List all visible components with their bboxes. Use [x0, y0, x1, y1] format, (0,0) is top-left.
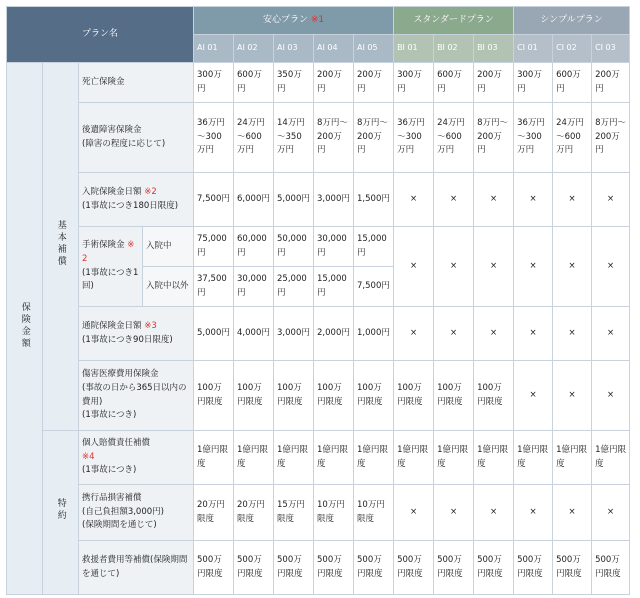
value-cell: 200万円 [474, 63, 514, 103]
value-cell: 1億円限度 [314, 431, 354, 485]
plan-code: CI 03 [592, 35, 630, 63]
value-cell: 10万円限度 [314, 485, 354, 541]
not-covered-cell: × [514, 361, 553, 431]
value-cell: 500万円限度 [514, 541, 553, 595]
not-covered-cell: × [394, 307, 434, 361]
value-cell: 60,000円 [234, 227, 274, 267]
value-cell: 3,000円 [274, 307, 314, 361]
value-cell: 500万円限度 [474, 541, 514, 595]
plan-code: AI 03 [274, 35, 314, 63]
row-label-main: 携行品損害補償 [82, 493, 142, 504]
row-outpatient [7, 307, 630, 361]
category-special [43, 431, 79, 595]
row-death [7, 63, 630, 103]
value-cell: 24万円～600万円 [434, 103, 474, 173]
insurance-plan-table [6, 6, 630, 595]
row-label-note: ※4 [82, 451, 95, 462]
value-cell: 600万円 [434, 63, 474, 103]
row-label-note: ※2 [144, 186, 157, 197]
value-cell: 36万円～300万円 [394, 103, 434, 173]
row-medical [7, 361, 630, 431]
value-cell: 1億円限度 [354, 431, 394, 485]
value-cell: 8万円～200万円 [592, 103, 630, 173]
row-label: 救援者費用等補償(保険期間を通じて) [79, 541, 194, 595]
not-covered-cell: × [434, 173, 474, 227]
not-covered-cell: × [514, 227, 553, 307]
plan-code: CI 01 [514, 35, 553, 63]
value-cell: 8万円～200万円 [474, 103, 514, 173]
not-covered-cell: × [394, 227, 434, 307]
not-covered-cell: × [592, 485, 630, 541]
not-covered-cell: × [514, 307, 553, 361]
value-cell: 15万円限度 [274, 485, 314, 541]
row-label-sub: (1事故につき1回) [82, 267, 139, 292]
value-cell: 10万円限度 [354, 485, 394, 541]
value-cell: 500万円限度 [592, 541, 630, 595]
not-covered-cell: × [553, 307, 592, 361]
value-cell: 50,000円 [274, 227, 314, 267]
row-disability [7, 103, 630, 173]
plan-group-anshin-label: 安心プラン [262, 15, 308, 26]
not-covered-cell: × [434, 307, 474, 361]
value-cell: 1,000円 [354, 307, 394, 361]
row-label-main: 後遺障害保険金 [82, 124, 142, 135]
not-covered-cell: × [474, 307, 514, 361]
value-cell: 2,000円 [314, 307, 354, 361]
not-covered-cell: × [474, 227, 514, 307]
row-label [79, 227, 143, 307]
not-covered-cell: × [514, 173, 553, 227]
value-cell: 20万円限度 [234, 485, 274, 541]
value-cell: 1億円限度 [474, 431, 514, 485]
value-cell: 100万円限度 [434, 361, 474, 431]
not-covered-cell: × [434, 485, 474, 541]
value-cell: 500万円限度 [354, 541, 394, 595]
value-cell: 75,000円 [194, 227, 234, 267]
value-cell: 100万円限度 [314, 361, 354, 431]
plan-code: BI 03 [474, 35, 514, 63]
row-label-sub: (1事故につき) [82, 410, 137, 421]
row-label [79, 361, 194, 431]
not-covered-cell: × [474, 485, 514, 541]
value-cell: 1億円限度 [514, 431, 553, 485]
plan-code: CI 02 [553, 35, 592, 63]
not-covered-cell: × [394, 485, 434, 541]
sub-label-outpatient: 入院中以外 [143, 267, 194, 307]
row-belongings [7, 485, 630, 541]
value-cell: 100万円限度 [474, 361, 514, 431]
not-covered-cell: × [514, 485, 553, 541]
plan-code: AI 05 [354, 35, 394, 63]
row-label-main: 入院保険金日額 [82, 186, 142, 197]
value-cell: 36万円～300万円 [194, 103, 234, 173]
value-cell: 20万円限度 [194, 485, 234, 541]
value-cell: 1億円限度 [234, 431, 274, 485]
value-cell: 6,000円 [234, 173, 274, 227]
row-label-sub: (1事故につき180日限度) [82, 200, 179, 211]
row-label [79, 307, 194, 361]
value-cell: 8万円～200万円 [354, 103, 394, 173]
row-rescue [7, 541, 630, 595]
row-surgery-inpatient [7, 227, 630, 267]
value-cell: 100万円限度 [354, 361, 394, 431]
value-cell: 100万円限度 [194, 361, 234, 431]
value-cell: 600万円 [234, 63, 274, 103]
category-special-label: 特約 [55, 497, 66, 522]
value-cell: 500万円限度 [194, 541, 234, 595]
row-label-sub: (障害の程度に応じて) [82, 138, 166, 149]
value-cell: 300万円 [394, 63, 434, 103]
plan-group-anshin-note: ※1 [310, 15, 325, 26]
value-cell: 4,000円 [234, 307, 274, 361]
category-basic-label: 基本補償 [55, 219, 66, 268]
not-covered-cell: × [553, 485, 592, 541]
row-label-note: ※2 [82, 240, 135, 264]
value-cell: 1億円限度 [434, 431, 474, 485]
category-main-label: 保険金額 [19, 301, 30, 350]
not-covered-cell: × [394, 173, 434, 227]
plan-code: BI 02 [434, 35, 474, 63]
row-label-sub: (自己負担額3,000円) [82, 506, 164, 517]
value-cell: 24万円～600万円 [234, 103, 274, 173]
value-cell: 500万円限度 [234, 541, 274, 595]
insurance-plan-table-container [6, 6, 629, 594]
value-cell: 100万円限度 [234, 361, 274, 431]
row-hospital [7, 173, 630, 227]
category-basic [43, 63, 79, 431]
row-label-sub: (事故の日から365日以内の費用) [82, 382, 187, 407]
value-cell: 30,000円 [314, 227, 354, 267]
value-cell: 300万円 [514, 63, 553, 103]
value-cell: 200万円 [314, 63, 354, 103]
not-covered-cell: × [553, 361, 592, 431]
value-cell: 5,000円 [274, 173, 314, 227]
value-cell: 350万円 [274, 63, 314, 103]
row-label [79, 431, 194, 485]
not-covered-cell: × [592, 361, 630, 431]
not-covered-cell: × [592, 173, 630, 227]
row-label-sub: (1事故につき) [82, 465, 137, 476]
value-cell: 500万円限度 [434, 541, 474, 595]
value-cell: 200万円 [354, 63, 394, 103]
value-cell: 24万円～600万円 [553, 103, 592, 173]
plan-group-simple: シンプルプラン [514, 7, 630, 35]
category-main [7, 63, 43, 595]
value-cell: 30,000円 [234, 267, 274, 307]
row-label: 死亡保険金 [79, 63, 194, 103]
value-cell: 14万円～350万円 [274, 103, 314, 173]
row-label-main: 手術保険金 [82, 240, 125, 251]
value-cell: 300万円 [194, 63, 234, 103]
not-covered-cell: × [474, 173, 514, 227]
plan-code: AI 02 [234, 35, 274, 63]
value-cell: 1億円限度 [592, 431, 630, 485]
row-liability [7, 431, 630, 485]
value-cell: 7,500円 [354, 267, 394, 307]
value-cell: 1億円限度 [394, 431, 434, 485]
plan-name-header: プラン名 [7, 7, 194, 63]
row-label-sub: (1事故につき90日限度) [82, 334, 173, 345]
row-label-main: 個人賠償責任補償 [82, 438, 151, 449]
plan-group-anshin [194, 7, 394, 35]
row-label-main: 傷害医療費用保険金 [82, 369, 159, 380]
value-cell: 100万円限度 [274, 361, 314, 431]
value-cell: 15,000円 [354, 227, 394, 267]
row-label [79, 485, 194, 541]
value-cell: 25,000円 [274, 267, 314, 307]
not-covered-cell: × [592, 307, 630, 361]
not-covered-cell: × [592, 227, 630, 307]
value-cell: 500万円限度 [274, 541, 314, 595]
value-cell: 500万円限度 [314, 541, 354, 595]
value-cell: 200万円 [592, 63, 630, 103]
plan-code: AI 01 [194, 35, 234, 63]
sub-label-inpatient: 入院中 [143, 227, 194, 267]
row-label-main: 通院保険金日額 [82, 320, 142, 331]
value-cell: 600万円 [553, 63, 592, 103]
not-covered-cell: × [553, 173, 592, 227]
plan-code: BI 01 [394, 35, 434, 63]
row-label-sub: (保険期間を通じて) [82, 520, 157, 531]
plan-code: AI 04 [314, 35, 354, 63]
value-cell: 500万円限度 [394, 541, 434, 595]
value-cell: 1億円限度 [274, 431, 314, 485]
value-cell: 1億円限度 [194, 431, 234, 485]
value-cell: 15,000円 [314, 267, 354, 307]
plan-group-standard: スタンダードプラン [394, 7, 514, 35]
row-label [79, 173, 194, 227]
value-cell: 37,500円 [194, 267, 234, 307]
header-row-groups [7, 7, 630, 35]
row-label [79, 103, 194, 173]
value-cell: 100万円限度 [394, 361, 434, 431]
value-cell: 5,000円 [194, 307, 234, 361]
not-covered-cell: × [434, 227, 474, 307]
value-cell: 1,500円 [354, 173, 394, 227]
value-cell: 500万円限度 [553, 541, 592, 595]
value-cell: 3,000円 [314, 173, 354, 227]
value-cell: 36万円～300万円 [514, 103, 553, 173]
value-cell: 7,500円 [194, 173, 234, 227]
row-label-note: ※3 [144, 320, 157, 331]
value-cell: 8万円～200万円 [314, 103, 354, 173]
not-covered-cell: × [553, 227, 592, 307]
value-cell: 1億円限度 [553, 431, 592, 485]
